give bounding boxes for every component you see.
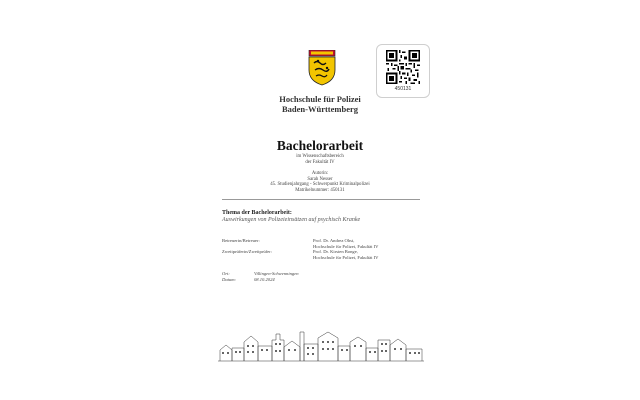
institution-line-1: Hochschule für Polizei [279,94,361,104]
thesis-topic-text: Auswirkungen von Polizeieinsätzen auf psychisch Kranke [222,217,361,223]
date-value: 08.10.2024 [254,277,275,282]
second-examiner-affiliation: Hochschule für Polizei, Fakultät IV [313,254,379,260]
second-examiner-name: Prof. Dr. Kirsten Bonge, [313,249,358,254]
institution-line-2: Baden-Württemberg [281,104,358,114]
qr-code-number: 450131 [394,86,412,92]
matriculation-number: Matrikelnummer: 450131 [295,187,345,193]
qr-code-icon [386,50,420,84]
author-name: Sarah Nesser [307,176,333,182]
qr-code-box [376,44,430,98]
place-value: Villingen-Schwenningen [254,271,299,276]
course-info: 45. Studienjahrgang - Schwerpunkt Kriminalpolizei [270,182,370,187]
advisor-affiliation: Hochschule für Polizei, Fakultät IV [313,243,379,249]
second-examiner-label: Zweitprüferin/Zweitprüfer: [222,249,272,254]
date-label: Datum: [222,277,237,282]
institution-name [240,94,400,114]
thesis-topic-label: Thema der Bachelorarbeit: [222,210,292,216]
campus-skyline-drawing [218,328,424,362]
document-title: Bachelorarbeit [276,138,364,153]
author-label: Autorin: [311,171,329,176]
advisor-label: Betreuerin/Betreuer: [222,238,260,243]
subtitle-faculty: der Fakultät IV [305,159,335,165]
advisor-name: Prof. Dr. Andrea Ohst, [313,238,355,243]
place-label: Ort: [222,271,230,276]
divider [222,199,420,200]
police-crest-icon [306,50,338,86]
subtitle-area: im Wissenschaftsbereich [296,154,344,159]
